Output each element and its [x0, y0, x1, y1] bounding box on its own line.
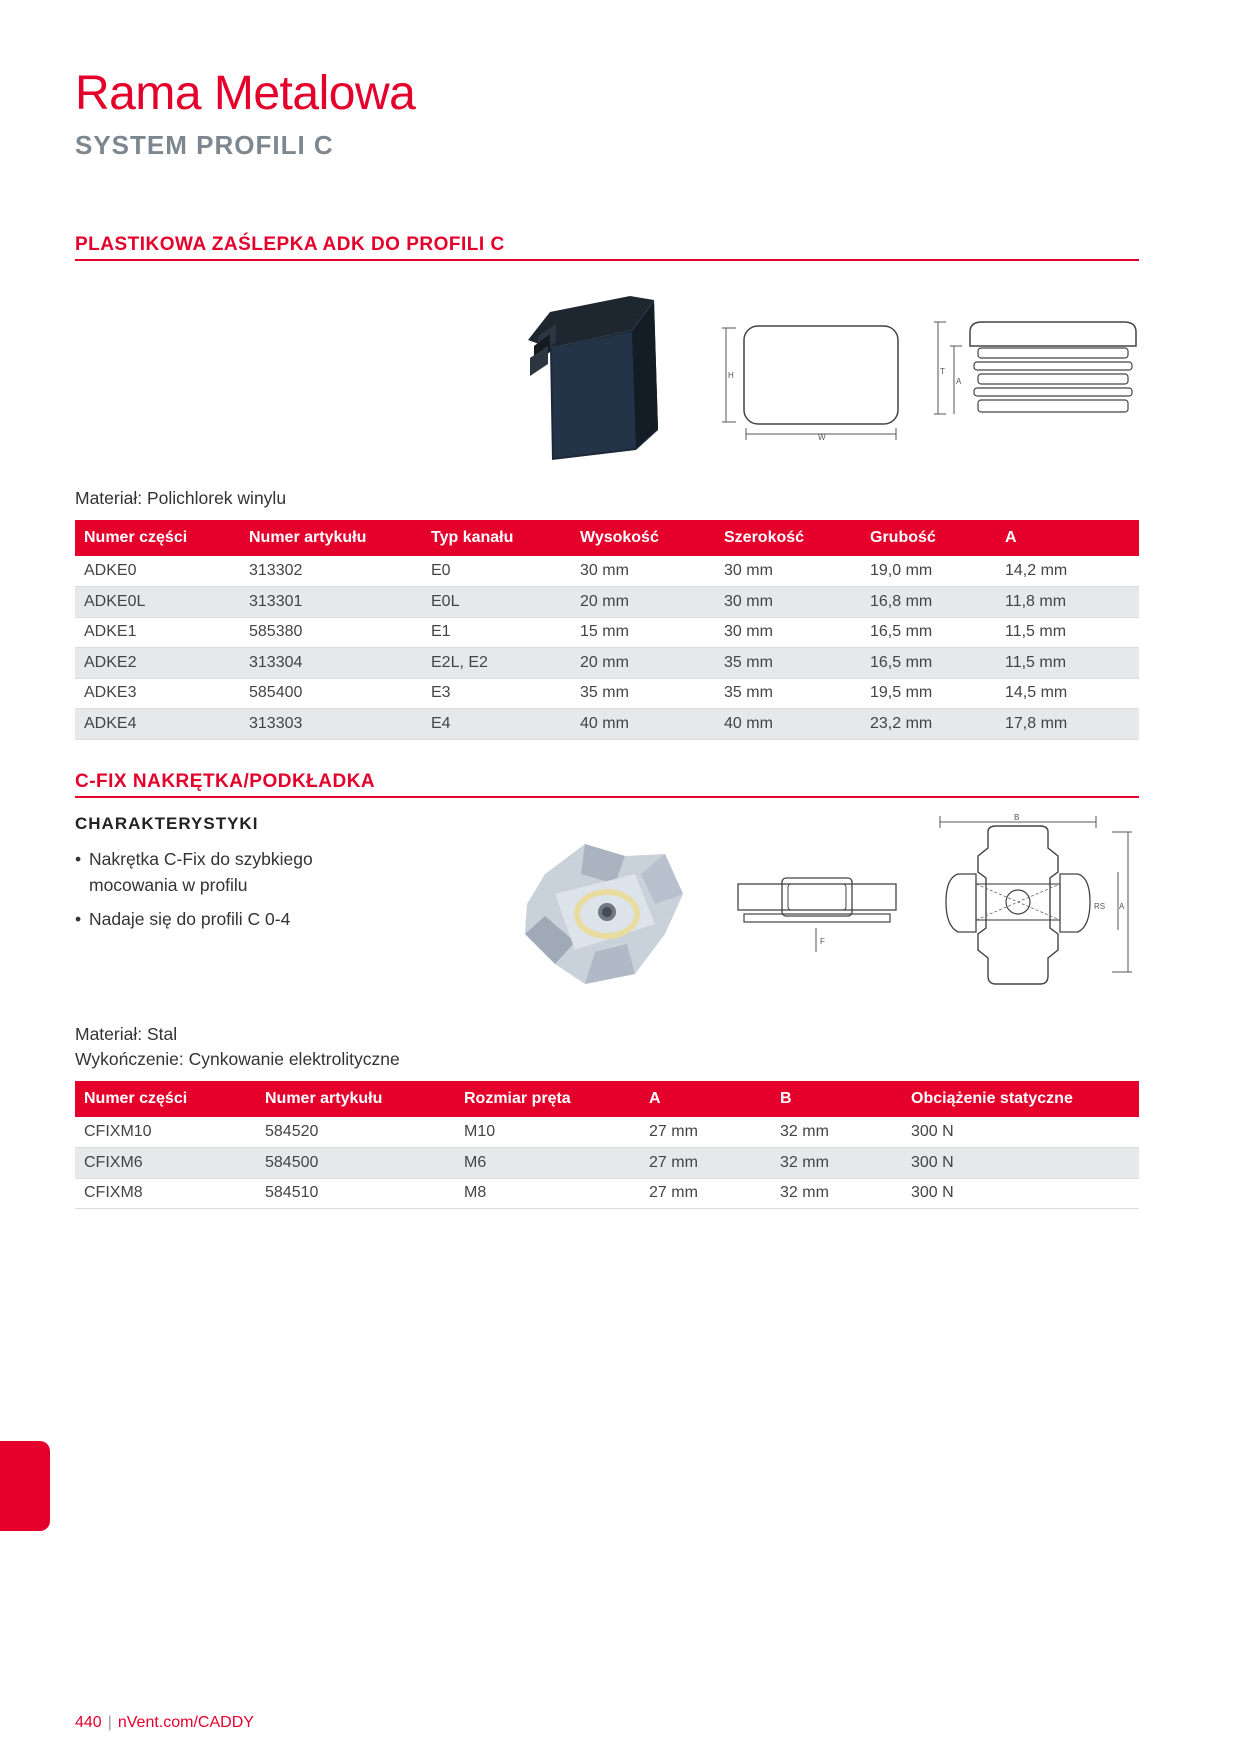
table-row — [75, 617, 1139, 648]
table-cell: 35 mm — [715, 678, 861, 709]
page-title: Rama Metalowa — [75, 67, 416, 120]
cfix-top-diagram — [936, 812, 1132, 998]
table-cell: E0L — [422, 587, 571, 618]
table-cell: 30 mm — [715, 617, 861, 648]
table-cell: M8 — [455, 1178, 640, 1209]
table-cell: 27 mm — [640, 1148, 771, 1179]
table-cell: 23,2 mm — [861, 709, 996, 740]
table-cell: 30 mm — [715, 556, 861, 587]
col-header: Wysokość — [571, 520, 715, 556]
table-cell: 11,5 mm — [996, 617, 1139, 648]
adk-spec-table — [75, 520, 1139, 740]
table-cell: 584500 — [256, 1148, 455, 1179]
col-header: Numer części — [75, 1081, 256, 1117]
col-header: A — [996, 520, 1139, 556]
material-adk: Materiał: Polichlorek winylu — [75, 488, 287, 508]
table-cell: 14,2 mm — [996, 556, 1139, 587]
table-cell: 16,8 mm — [861, 587, 996, 618]
table-cell: CFIXM6 — [75, 1148, 256, 1179]
col-header: Rozmiar pręta — [455, 1081, 640, 1117]
material-text: Materiał: Stal — [75, 1024, 178, 1044]
characteristics-list — [75, 846, 375, 940]
table-cell: 19,5 mm — [861, 678, 996, 709]
table-cell: M6 — [455, 1148, 640, 1179]
table-cell: 27 mm — [640, 1117, 771, 1148]
table-cell: 584510 — [256, 1178, 455, 1209]
col-header: Grubość — [861, 520, 996, 556]
dim-label-f: F — [820, 937, 825, 946]
cfix-nut-photo — [515, 834, 690, 989]
table-header-row — [75, 1081, 1139, 1117]
table-row — [75, 678, 1139, 709]
table-row — [75, 648, 1139, 679]
table-cell: ADKE2 — [75, 648, 240, 679]
page-number: 440 — [75, 1714, 102, 1731]
table-cell: ADKE0 — [75, 556, 240, 587]
list-item: • Nakrętka C-Fix do szybkiego mocowania w profilu — [75, 846, 375, 898]
table-cell: 35 mm — [571, 678, 715, 709]
table-cell: 19,0 mm — [861, 556, 996, 587]
table-cell: CFIXM8 — [75, 1178, 256, 1209]
dim-label-a-cfix: A — [1119, 902, 1125, 911]
table-cell: 313302 — [240, 556, 422, 587]
footer-separator: | — [107, 1714, 112, 1731]
table-row — [75, 1117, 1139, 1148]
table-cell: 32 mm — [771, 1117, 902, 1148]
table-cell: 11,5 mm — [996, 648, 1139, 679]
page-subtitle: SYSTEM PROFILI C — [75, 130, 334, 160]
table-row — [75, 556, 1139, 587]
table-cell: 313304 — [240, 648, 422, 679]
page-footer — [75, 1714, 254, 1732]
material-cfix — [75, 1022, 400, 1072]
table-cell: 27 mm — [640, 1178, 771, 1209]
table-row — [75, 1148, 1139, 1179]
col-header: Numer artykułu — [240, 520, 422, 556]
table-cell: 300 N — [902, 1148, 1139, 1179]
table-cell: M10 — [455, 1117, 640, 1148]
dim-label-w: W — [818, 433, 826, 442]
table-cell: 35 mm — [715, 648, 861, 679]
end-cap-photo — [520, 290, 670, 460]
table-row — [75, 709, 1139, 740]
dim-label-t: T — [940, 367, 945, 376]
table-cell: 20 mm — [571, 648, 715, 679]
col-header: Szerokość — [715, 520, 861, 556]
table-cell: E4 — [422, 709, 571, 740]
col-header: B — [771, 1081, 902, 1117]
table-cell: 585400 — [240, 678, 422, 709]
table-cell: 30 mm — [571, 556, 715, 587]
table-cell: 14,5 mm — [996, 678, 1139, 709]
table-cell: 30 mm — [715, 587, 861, 618]
dim-label-h: H — [728, 371, 734, 380]
table-row — [75, 1178, 1139, 1209]
end-cap-front-diagram — [722, 318, 912, 442]
cfix-side-diagram — [736, 876, 898, 956]
table-cell: 584520 — [256, 1117, 455, 1148]
characteristics-heading: CHARAKTERYSTYKI — [75, 814, 259, 833]
footer-url[interactable]: nVent.com/CADDY — [117, 1714, 254, 1731]
table-cell: 11,8 mm — [996, 587, 1139, 618]
finish-text: Wykończenie: Cynkowanie elektrolityczne — [75, 1049, 400, 1069]
table-cell: 313301 — [240, 587, 422, 618]
col-header: A — [640, 1081, 771, 1117]
dim-label-rs: RS — [1094, 902, 1106, 911]
dim-label-a: A — [956, 377, 962, 386]
table-cell: E0 — [422, 556, 571, 587]
col-header: Typ kanału — [422, 520, 571, 556]
table-cell: E2L, E2 — [422, 648, 571, 679]
table-cell: ADKE3 — [75, 678, 240, 709]
end-cap-side-diagram — [930, 318, 1140, 422]
table-cell: 16,5 mm — [861, 617, 996, 648]
table-cell: 32 mm — [771, 1178, 902, 1209]
section-side-tab — [0, 1441, 50, 1531]
table-cell: 40 mm — [571, 709, 715, 740]
section-heading-adk: PLASTIKOWA ZAŚLEPKA ADK DO PROFILI C — [75, 234, 1139, 261]
table-cell: 300 N — [902, 1178, 1139, 1209]
col-header: Numer artykułu — [256, 1081, 455, 1117]
table-cell: 32 mm — [771, 1148, 902, 1179]
table-cell: CFIXM10 — [75, 1117, 256, 1148]
table-cell: 585380 — [240, 617, 422, 648]
cfix-spec-table — [75, 1081, 1139, 1209]
table-row — [75, 587, 1139, 618]
table-cell: 16,5 mm — [861, 648, 996, 679]
table-header-row — [75, 520, 1139, 556]
table-cell: ADKE0L — [75, 587, 240, 618]
list-item: • Nadaje się do profili C 0-4 — [75, 906, 375, 932]
table-cell: 300 N — [902, 1117, 1139, 1148]
col-header: Obciążenie statyczne — [902, 1081, 1139, 1117]
table-cell: 313303 — [240, 709, 422, 740]
table-cell: 15 mm — [571, 617, 715, 648]
section-heading-cfix: C-FIX NAKRĘTKA/PODKŁADKA — [75, 771, 1139, 798]
dim-label-b: B — [1014, 813, 1020, 822]
col-header: Numer części — [75, 520, 240, 556]
table-cell: 40 mm — [715, 709, 861, 740]
table-cell: E1 — [422, 617, 571, 648]
table-cell: 17,8 mm — [996, 709, 1139, 740]
table-cell: 20 mm — [571, 587, 715, 618]
table-cell: ADKE1 — [75, 617, 240, 648]
table-cell: ADKE4 — [75, 709, 240, 740]
table-cell: E3 — [422, 678, 571, 709]
